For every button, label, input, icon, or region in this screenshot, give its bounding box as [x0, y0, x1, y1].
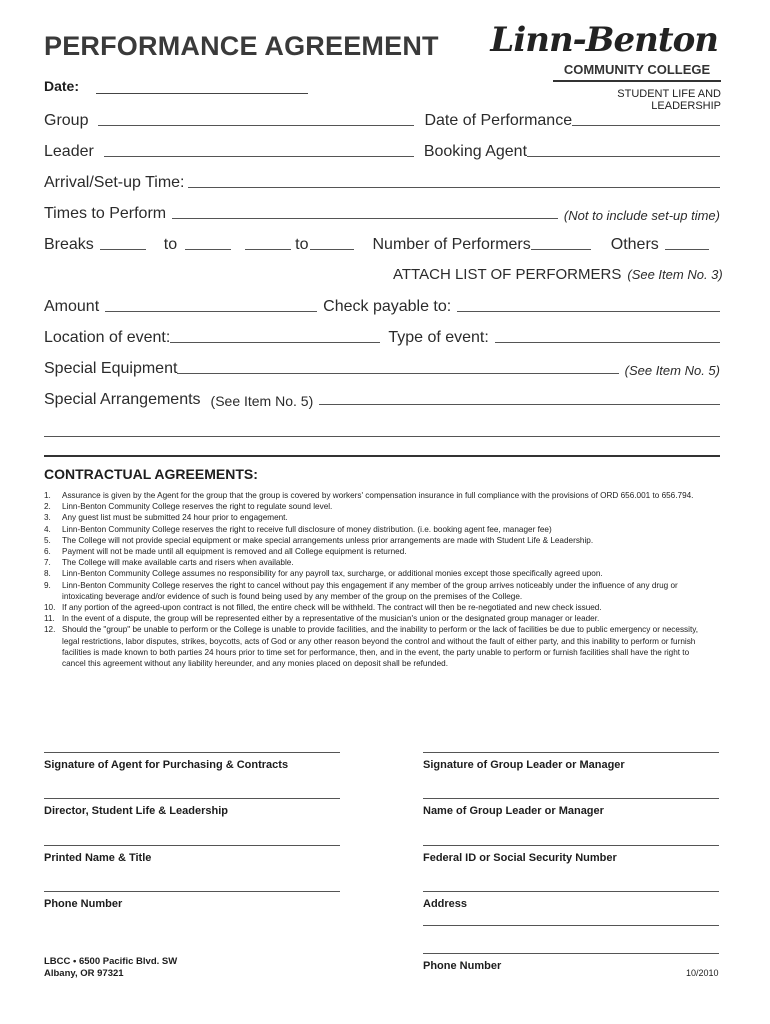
booking-agent-field[interactable] [527, 155, 720, 157]
break2-end-field[interactable] [310, 248, 354, 250]
row-arrival [44, 170, 720, 192]
amount-field[interactable] [105, 310, 317, 312]
sig-label: Phone Number [44, 898, 123, 910]
logo-college-text: COMMUNITY COLLEGE [553, 62, 721, 82]
clause-item: 10. If any portion of the agreed-upon contract is not filled, the entire check will be withheld. The contract will then be re-negotiated and new check issued. [44, 603, 602, 613]
row-times [44, 201, 720, 223]
date-of-performance-field[interactable] [572, 124, 720, 126]
address-line-1: LBCC • 6500 Pacific Blvd. SW [44, 956, 178, 967]
date-field[interactable] [96, 93, 308, 94]
leader-label: Leader [44, 143, 94, 160]
attach-note [393, 266, 723, 283]
row-equipment [44, 356, 720, 378]
sig-label: Signature of Group Leader or Manager [423, 759, 625, 771]
clause-item: 3. Any guest list must be submitted 24 hour prior to engagement. [44, 513, 288, 523]
clause-item: 9. Linn-Benton Community College reserves the right to cancel without pay this engagement if any member of the group arrives noticeably under the influence of any drug or intoxicating beverage and/or evidence of such is found being used by any member of the group on the premises of the College. [44, 580, 678, 601]
signature-line [423, 845, 719, 846]
date-of-performance-label: Date of Performance [424, 112, 573, 129]
sig-phone-right[interactable] [423, 953, 719, 973]
signature-line [44, 798, 340, 799]
clause-item: 6. Payment will not be made until all equipment is removed and all College equipment is returned. [44, 547, 407, 557]
sig-printed-name[interactable] [44, 845, 340, 865]
special-equipment-label: Special Equipment [44, 360, 178, 377]
sig-label: Printed Name & Title [44, 852, 152, 864]
special-arrangements-line-2[interactable] [44, 436, 720, 437]
amount-label: Amount [44, 298, 100, 315]
special-equipment-field[interactable] [177, 372, 618, 374]
clause-item: 2. Linn-Benton Community College reserves the right to regulate sound level. [44, 502, 333, 512]
clause-item: 5. The College will not provide special equipment or make special arrangements unless prior arrangements are made with Student Life & Leadership. [44, 535, 594, 545]
check-payable-label: Check payable to: [323, 298, 452, 315]
num-performers-field[interactable] [531, 248, 591, 250]
row-amount [44, 294, 720, 316]
others-label: Others [610, 236, 659, 253]
check-payable-field[interactable] [457, 310, 720, 312]
row-location [44, 325, 720, 347]
signature-line [423, 798, 719, 799]
location-label: Location of event: [44, 329, 171, 346]
type-event-field[interactable] [495, 341, 720, 343]
clause-item: 12. Should the "group" be unable to perform or the College is unable to provide facilities, and the inability to perform or the lack of facilities be due to public emergency or necessity, legal restrictions, labor disputes, strikes, boycotts, acts of God or any other reason beyond the control and without the fault of either party, and this inability to perform or furnish facilities is made known to both parties 24 hours prior to time set for performance, then, and in the event, the party unable to perform or furnish facilities shall have the right to cancel this agreement without any liability hereunder, and any monies placed on deposit shall be refunded. [44, 625, 698, 669]
others-field[interactable] [665, 248, 709, 250]
sig-phone-left[interactable] [44, 891, 340, 911]
address-line-2[interactable] [423, 925, 719, 926]
sig-label: Federal ID or Social Security Number [423, 852, 617, 864]
clause-item: 1. Assurance is given by the Agent for the group that the group is covered by workers' compensation insurance in full compliance with the provisions of ORD 656.001 to 656.794. [44, 491, 694, 500]
breaks-label: Breaks [44, 236, 94, 253]
row-group [44, 108, 720, 130]
address-line-2-text: Albany, OR 97321 [44, 968, 124, 979]
college-logo: Linn-Benton [490, 20, 718, 60]
booking-agent-label: Booking Agent [423, 143, 528, 160]
to-label: to [163, 236, 178, 253]
version-date: 10/2010 [686, 968, 719, 978]
times-label: Times to Perform [44, 205, 167, 222]
section-divider [44, 455, 720, 457]
special-arrangements-label: Special Arrangements [44, 391, 201, 408]
contract-title: CONTRACTUAL AGREEMENTS: [44, 466, 258, 482]
page-title: PERFORMANCE AGREEMENT [44, 31, 439, 61]
sig-agent-purchasing[interactable] [44, 752, 340, 772]
break2-start-field[interactable] [245, 248, 291, 250]
setup-note: (Not to include set-up time) [563, 208, 720, 223]
special-arrangements-field[interactable] [319, 403, 720, 405]
arrangements-see-note: (See Item No. 5) [210, 393, 314, 409]
location-field[interactable] [170, 341, 380, 343]
attach-label: ATTACH LIST OF PERFORMERS [393, 266, 622, 283]
sig-director[interactable] [44, 798, 340, 818]
group-label: Group [44, 112, 89, 129]
sig-label: Address [423, 898, 468, 910]
clause-item: 11. In the event of a dispute, the group will be represented either by a representative of the musician's union or the designated group manager or leader. [44, 614, 600, 624]
break1-start-field[interactable] [100, 248, 146, 250]
type-event-label: Type of event: [388, 329, 489, 346]
break1-end-field[interactable] [185, 248, 231, 250]
sig-group-leader-name[interactable] [423, 798, 719, 818]
sig-label: Name of Group Leader or Manager [423, 805, 604, 817]
sig-federal-id[interactable] [423, 845, 719, 865]
date-label: Date: [44, 78, 80, 94]
signature-line [423, 891, 719, 892]
logo-dept-text: STUDENT LIFE AND LEADERSHIP [617, 88, 721, 112]
arrival-label: Arrival/Set-up Time: [44, 174, 185, 191]
sig-address[interactable] [423, 891, 719, 911]
signature-line [44, 752, 340, 753]
signature-line [423, 752, 719, 753]
equipment-see-note: (See Item No. 5) [624, 363, 720, 378]
signature-line [44, 891, 340, 892]
clause-item: 4. Linn-Benton Community College reserves the right to receive full disclosure of money distribution. (i.e. booking agent fee, manager fee) [44, 524, 552, 534]
contract-clauses [44, 490, 714, 669]
sig-group-leader[interactable] [423, 752, 719, 772]
signature-line [44, 845, 340, 846]
clause-item: 7. The College will make available carts and risers when available. [44, 558, 294, 568]
sig-label: Phone Number [423, 960, 502, 972]
num-performers-label: Number of Performers [372, 236, 531, 253]
row-leader [44, 139, 720, 161]
sig-label: Signature of Agent for Purchasing & Contracts [44, 759, 289, 771]
clause-item: 8. Linn-Benton Community College assumes no responsibility for any payroll tax, surcharge, or additional monies except those specifically agreed upon. [44, 569, 603, 579]
signature-line [423, 953, 719, 954]
sig-label: Director, Student Life & Leadership [44, 805, 228, 817]
arrival-field[interactable] [188, 186, 720, 188]
leader-field[interactable] [104, 155, 414, 157]
row-breaks [44, 232, 720, 254]
to-label-2: to [295, 236, 309, 253]
times-field[interactable] [172, 217, 558, 219]
attach-see-note: (See Item No. 3) [627, 267, 723, 282]
group-field[interactable] [98, 124, 414, 126]
row-arrangements [44, 387, 720, 409]
footer-address [44, 956, 177, 980]
